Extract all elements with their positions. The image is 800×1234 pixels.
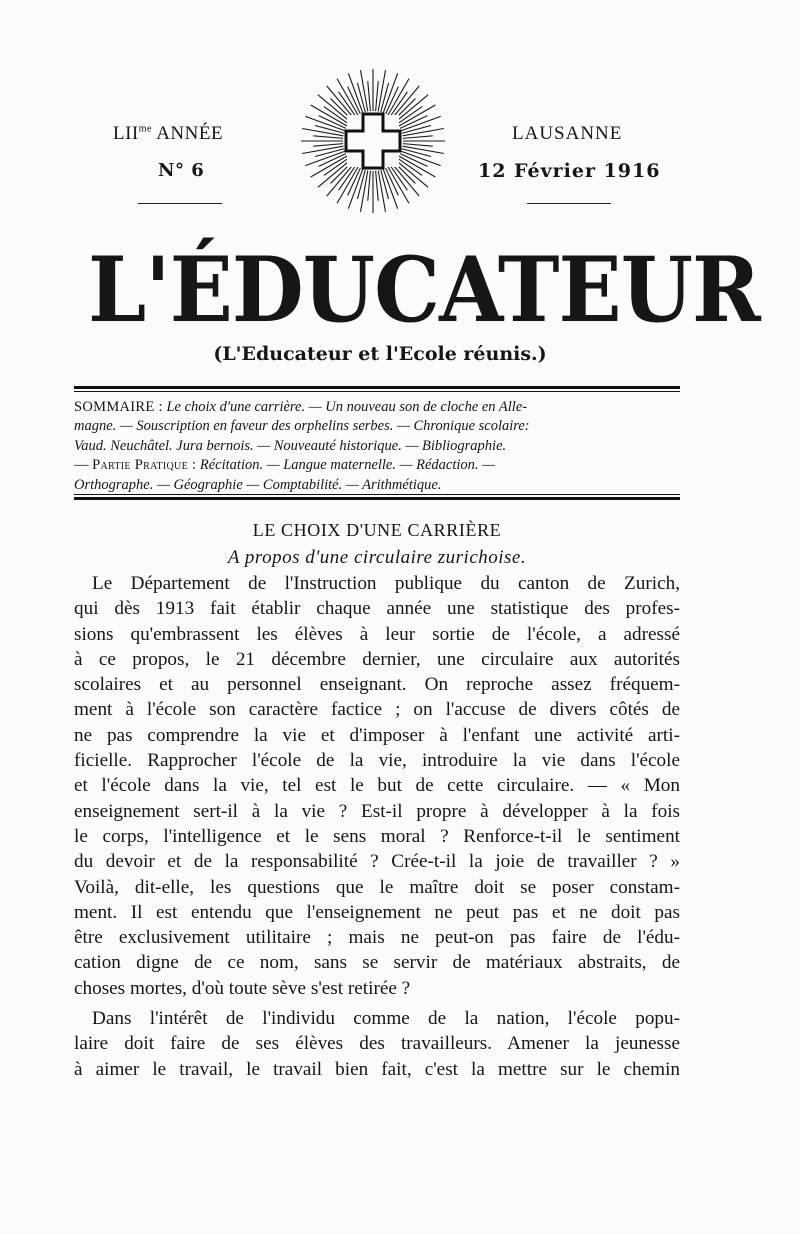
summary-rule-top-thin xyxy=(74,391,680,392)
text-line: Voilà, dit-elle, les questions que le maître doit se poser constam- xyxy=(74,876,680,898)
header-rule-right xyxy=(527,203,611,204)
text-line: le corps, l'intelligence et le sens moral ? Renforce-t-il le sentiment xyxy=(74,825,680,847)
text-line: choses mortes, d'où toute sève s'est retirée ? xyxy=(74,977,411,999)
summary-line: SOMMAIRE : Le choix d'une carrière. — Un nouveau son de cloche en Alle- xyxy=(74,399,528,415)
text-line: sions qu'embrassent les élèves à leur sortie de l'école, a adressé xyxy=(74,623,680,645)
article-body xyxy=(74,571,680,1082)
summary-rule-bottom xyxy=(74,497,680,500)
swiss-cross-sunburst-icon xyxy=(300,68,446,214)
header-rule-left xyxy=(138,203,222,204)
text-line: à ce propos, le 21 décembre dernier, une circulaire aux autorités xyxy=(74,648,680,670)
summary-rule-bottom-thin xyxy=(74,494,680,495)
text-line: et l'école dans la vie, tel est le but de cette circulaire. — « Mon xyxy=(74,775,680,797)
practical-part-label: Partie Pratique : xyxy=(92,457,197,474)
text-line: enseignement sert-il à la vie ? Est-il propre à développer à la fois xyxy=(74,800,680,822)
issue-date: 12 Février 1916 xyxy=(478,160,661,182)
text-line: être exclusivement utilitaire ; mais ne peut-on pas faire de l'édu- xyxy=(74,927,680,949)
text-line: scolaires et au personnel enseignant. On reproche assez fréquem- xyxy=(74,674,680,696)
summary-label: SOMMAIRE : xyxy=(74,399,163,415)
summary-block xyxy=(74,398,680,495)
text-line: cation digne de ce nom, sans se servir de matériaux abstraits, de xyxy=(74,952,680,974)
masthead-title: L'ÉDUCATEUR xyxy=(88,237,760,343)
issue-place: LAUSANNE xyxy=(512,123,623,144)
issue-year xyxy=(113,123,223,145)
year-prefix: LII xyxy=(113,123,139,144)
summary-line: Vaud. Neuchâtel. Jura bernois. — Nouveauté historique. — Bibliographie. xyxy=(74,437,507,454)
year-sup: me xyxy=(138,123,152,135)
text-line: qui dès 1913 fait établir chaque année une statistique des profes- xyxy=(74,598,680,620)
text-line: laire doit faire de ses élèves des travailleurs. Amener la jeunesse xyxy=(74,1033,680,1055)
article-subtitle: A propos d'une circulaire zurichoise. xyxy=(227,547,527,568)
summary-line: Orthographe. — Géographie — Comptabilité. — Arithmétique. xyxy=(74,476,442,493)
text-line: ficielle. Rapprocher l'école de la vie, introduire la vie dans l'école xyxy=(74,750,680,772)
text-line: à aimer le travail, le travail bien fait, c'est la mettre sur le chemin xyxy=(74,1058,680,1080)
summary-line: magne. — Souscription en faveur des orphelins serbes. — Chronique scolaire: xyxy=(74,418,530,435)
text-line: ment à l'école son caractère factice ; on l'accuse de divers côtés de xyxy=(74,699,680,721)
text-line: ment. Il est entendu que l'enseignement ne peut pas et ne doit pas xyxy=(74,901,680,923)
text-line: Dans l'intérêt de l'individu comme de la nation, l'école popu- xyxy=(92,1008,680,1030)
issue-number: N° 6 xyxy=(158,160,205,181)
summary-line: — Partie Pratique : Récitation. — Langue maternelle. — Rédaction. — xyxy=(74,457,496,474)
text-line: du devoir et de la responsabilité ? Crée-t-il la joie de travailler ? » xyxy=(74,851,680,873)
text-line: Le Département de l'Instruction publique du canton de Zurich, xyxy=(92,573,680,594)
article-title: LE CHOIX D'UNE CARRIÈRE xyxy=(252,520,502,540)
summary-rule-top xyxy=(74,386,680,389)
text-line: ne pas comprendre la vie et d'imposer à l'enfant une activité arti- xyxy=(74,724,680,746)
year-suffix: ANNÉE xyxy=(156,123,224,144)
masthead-subtitle: (L'Educateur et l'Ecole réunis.) xyxy=(213,343,547,365)
